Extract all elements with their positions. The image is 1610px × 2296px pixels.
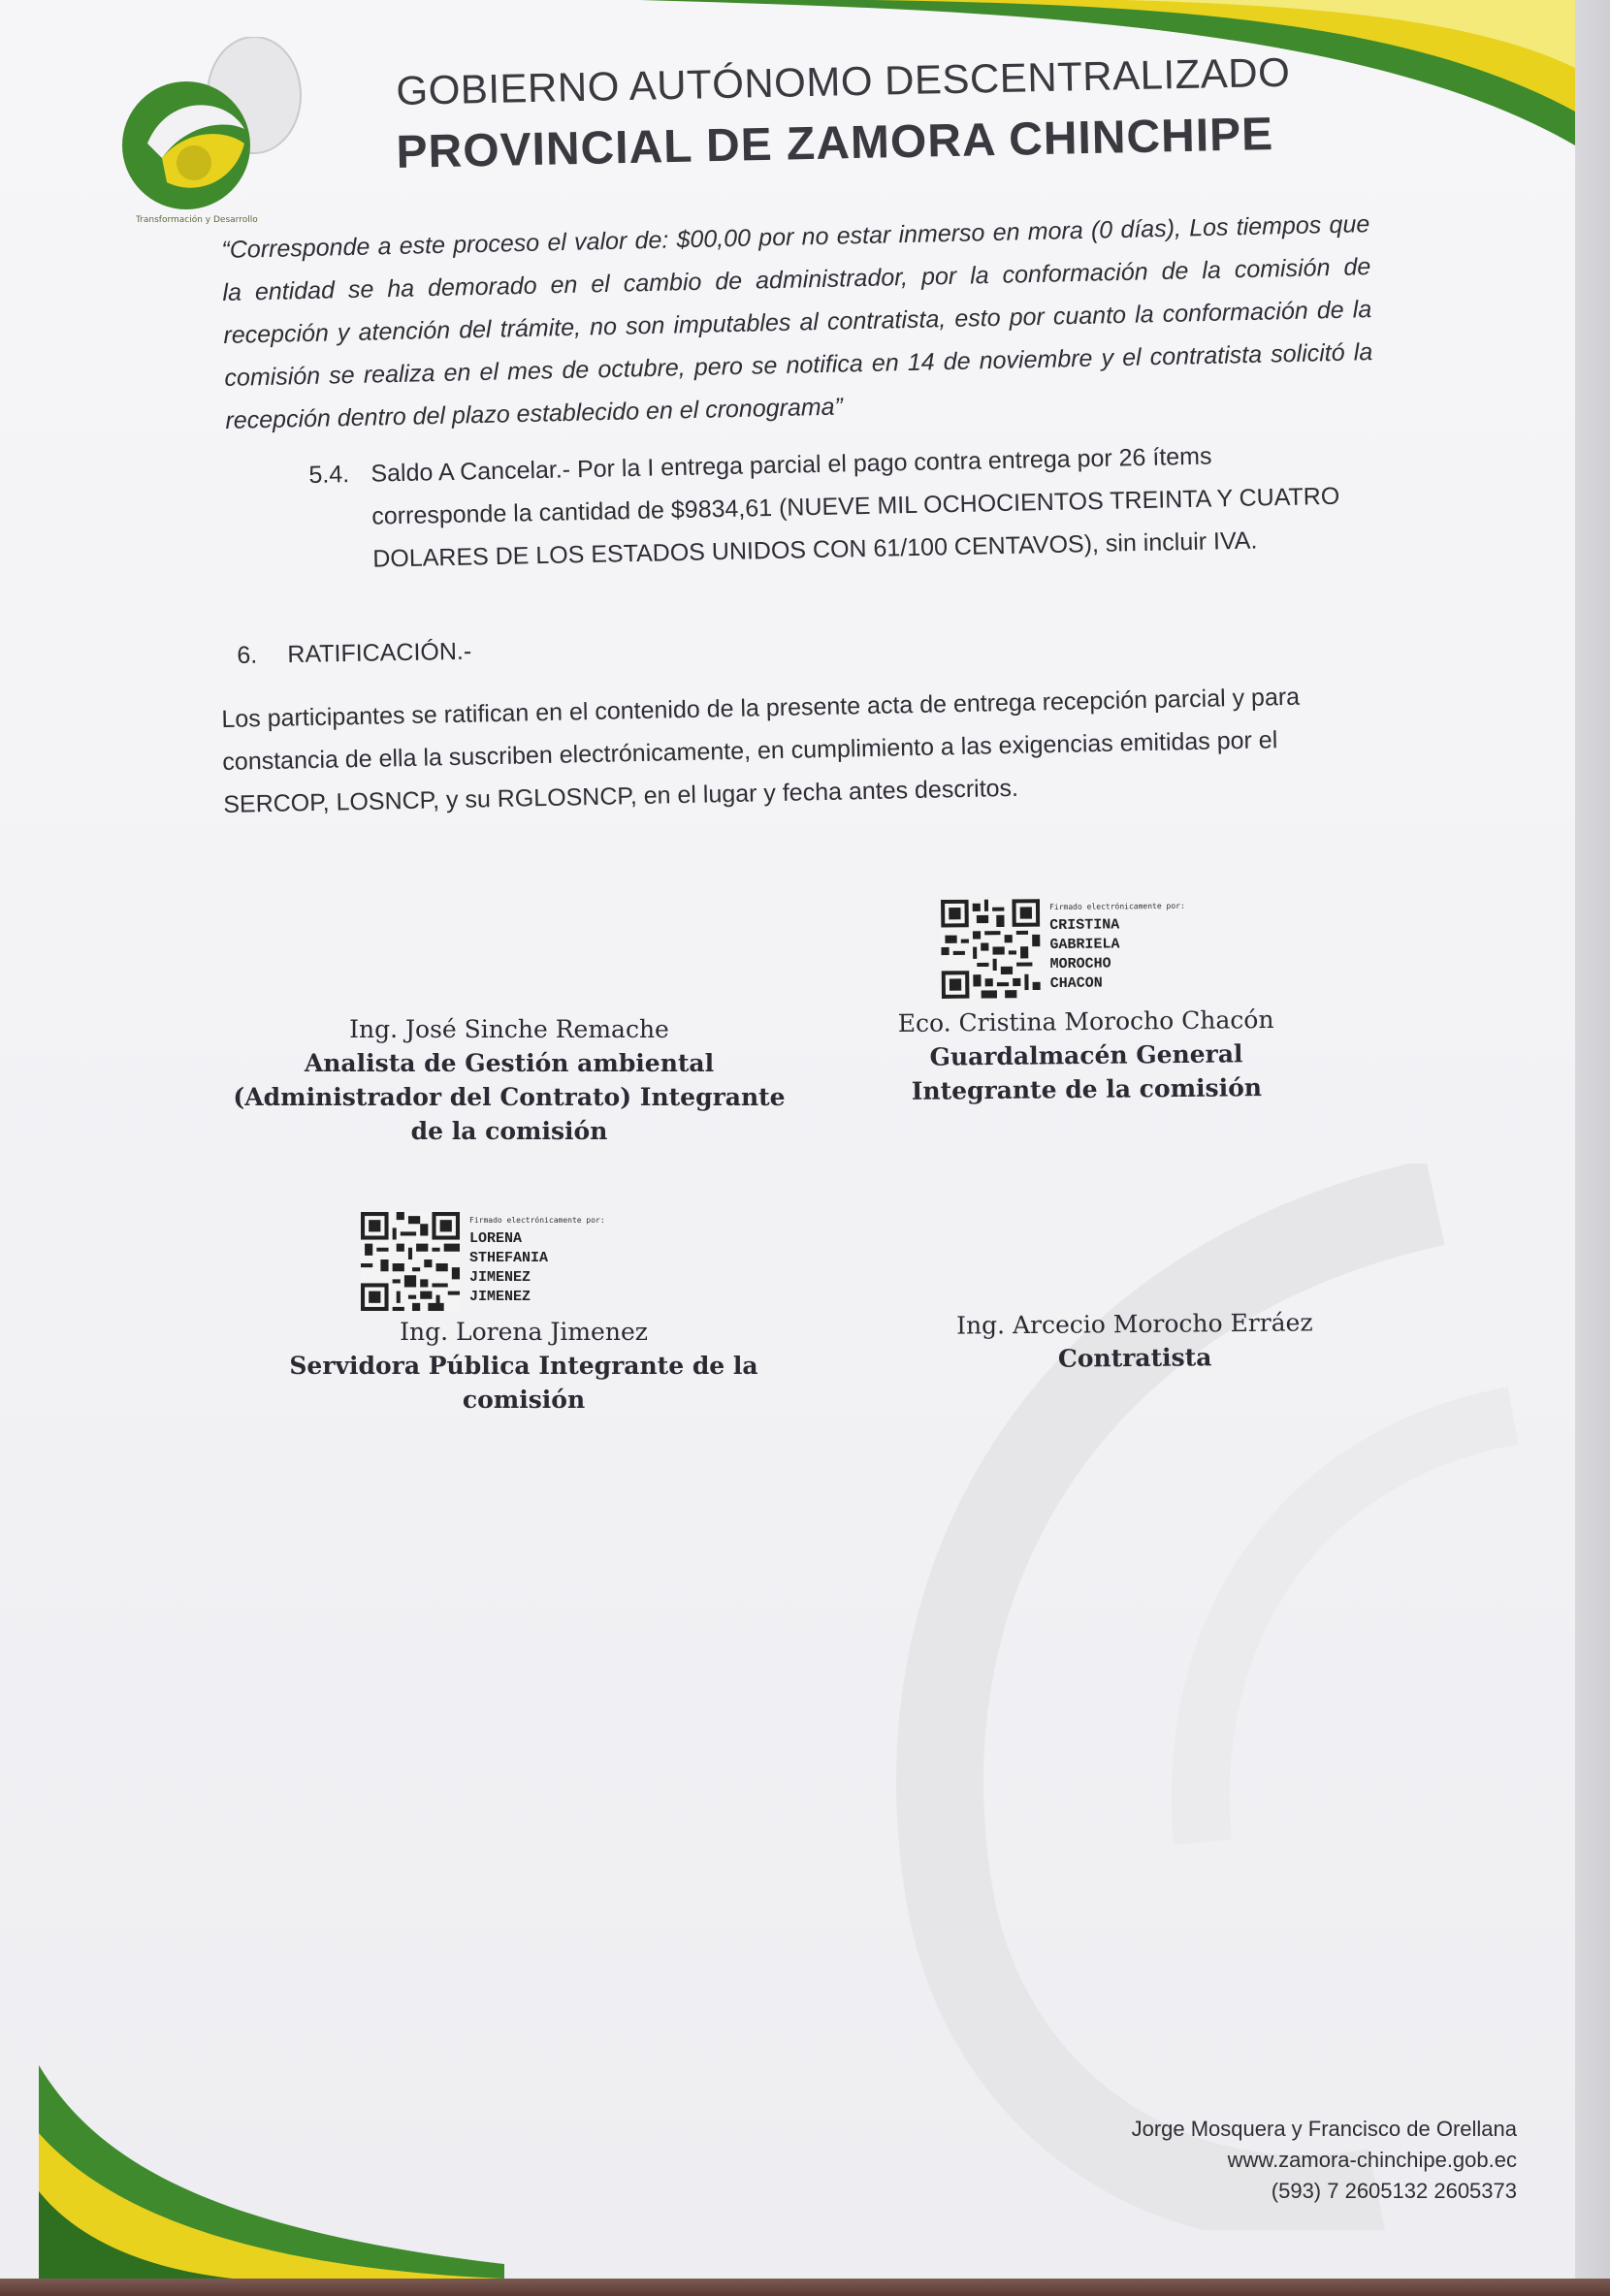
qr-code-icon	[941, 899, 1041, 999]
header-title-line1: GOBIERNO AUTÓNOMO DESCENTRALIZADO	[396, 48, 1291, 113]
signature-block-cristina-morocho	[872, 1003, 1300, 1109]
signatory-role: Analista de Gestión ambiental (Administrador del Contrato) Integrante de la comisión	[233, 1049, 786, 1145]
footer-phone: (593) 7 2605132 2605373	[1271, 2179, 1517, 2203]
quoted-paragraph: “Corresponde a este proceso el valor de: $00,00 por no estar inmerso en mora (0 días), Los tiempos que la entidad se ha demorado en el cambio de administrador, por la conformación de la comisión de recepción y atención del trámite, no son imputables al contratista, esto por cuanto la conformación de la comisión se realiza en el mes de octubre, pero se notifica en 14 de noviembre y el contratista solicitó la recepción dentro del plazo establecido en el cronograma”	[221, 210, 1373, 434]
signature-block-lorena-jimenez	[281, 1315, 766, 1417]
item-5-4-continuation: corresponde la cantidad de $9834,61 (NUEVE MIL OCHOCIENTOS TREINTA Y CUATRO DOLARES DE LOS ESTADOS UNIDOS CON 61/100 CENTAVOS), sin incluir IVA.	[371, 482, 1340, 573]
page-edge-shadow	[1575, 0, 1610, 2296]
footer-website[interactable]: www.zamora-chinchipe.gob.ec	[1227, 2148, 1517, 2172]
logo-emblem-icon	[109, 37, 303, 231]
corner-decoration-bottom	[0, 2056, 504, 2279]
qr-code-icon	[361, 1212, 460, 1311]
logo	[109, 37, 303, 231]
section-6-heading	[237, 622, 917, 677]
footer-contact	[1132, 2114, 1517, 2207]
signatory-name: Ing. José Sinche Remache	[349, 1015, 669, 1043]
signature-block-arcecio-morocho	[912, 1305, 1359, 1377]
signatory-name: Ing. Lorena Jimenez	[400, 1318, 648, 1346]
item-5-4-number: 5.4.	[308, 461, 350, 489]
header-title-line2: PROVINCIAL DE ZAMORA CHINCHIPE	[396, 109, 1274, 178]
ratification-paragraph: Los participantes se ratifican en el contenido de la presente acta de entrega recepción parcial y para constancia de ella la suscriben electrónicamente, en cumplimiento a las exigencias emitidas por el SERCOP, LOSNCP, y su RGLOSNCP, en el lugar y fecha antes descritos.	[221, 683, 1301, 818]
item-5-4	[308, 430, 1417, 582]
signatory-name: Eco. Cristina Morocho Chacón	[897, 1004, 1274, 1038]
esign-signer-name: CRISTINA GABRIELA MOROCHO CHACON	[1049, 916, 1120, 993]
section-6-title: RATIFICACIÓN.-	[287, 637, 472, 669]
section-6-number: 6.	[237, 641, 258, 669]
signatory-name: Ing. Arcecio Morocho Erráez	[955, 1308, 1313, 1340]
item-5-4-first-line: Saldo A Cancelar.- Por la I entrega parcial el pago contra entrega por 26 ítems	[370, 442, 1212, 488]
esign-caption: Firmado electrónicamente por:	[1049, 901, 1185, 912]
signatory-role: Guardalmacén General Integrante de la comisión	[911, 1039, 1263, 1105]
signatory-role: Servidora Pública Integrante de la comisión	[289, 1352, 758, 1414]
table-surface	[0, 2279, 1610, 2296]
esign-caption: Firmado electrónicamente por:	[469, 1216, 605, 1225]
signature-block-jose-sinche	[233, 1012, 786, 1148]
logo-tagline: Transformación y Desarrollo	[136, 215, 258, 225]
esign-signer-name: LORENA STHEFANIA JIMENEZ JIMENEZ	[469, 1230, 549, 1305]
signatory-role: Contratista	[1057, 1343, 1212, 1373]
footer-address: Jorge Mosquera y Francisco de Orellana	[1131, 2117, 1517, 2141]
